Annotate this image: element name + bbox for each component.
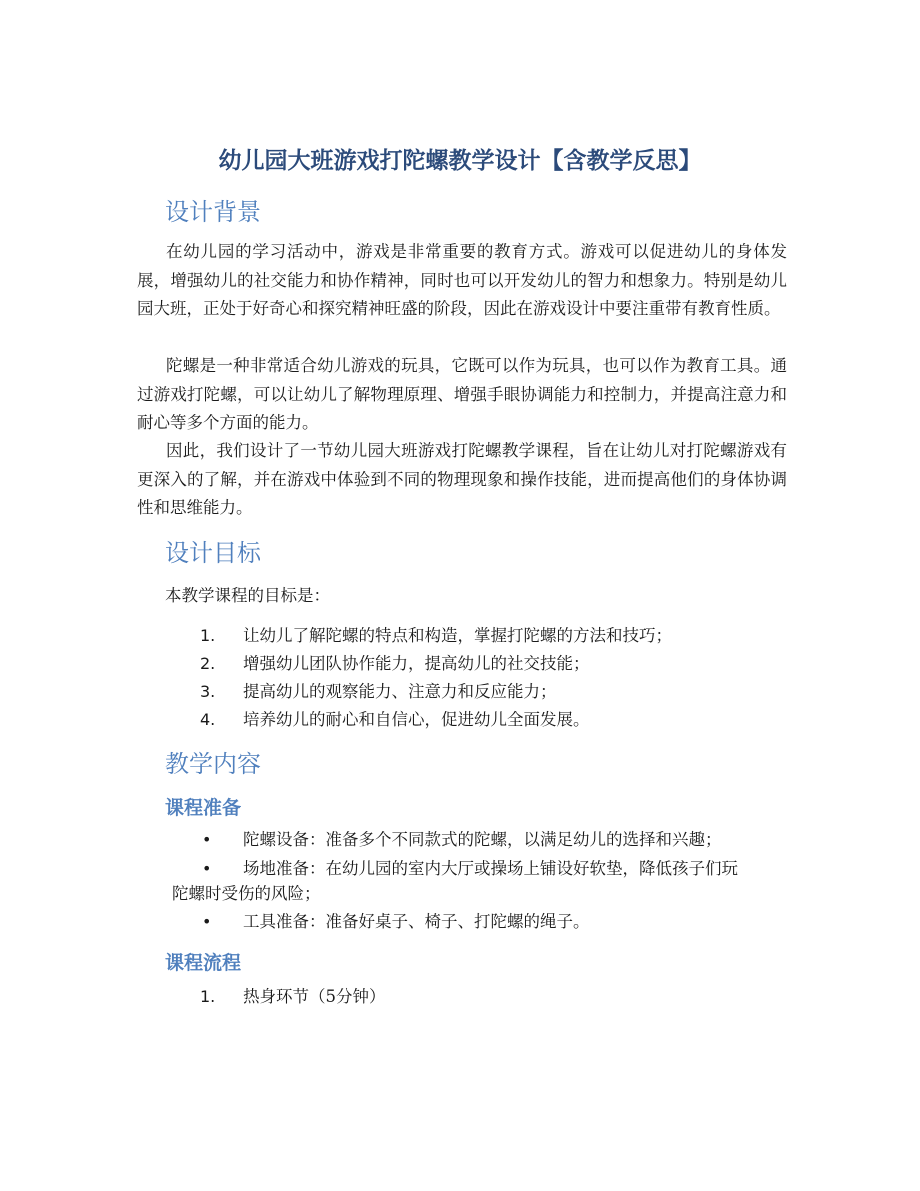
- goal-text: 提高幼儿的观察能力、注意力和反应能力；: [243, 682, 557, 701]
- background-paragraph-2: 陀螺是一种非常适合幼儿游戏的玩具，它既可以作为玩具，也可以作为教育工具。通过游戏打陀螺，可以让幼儿了解物理原理、增强手眼协调能力和控制力，并提高注意力和耐心等多个方面的能力。: [137, 356, 787, 432]
- goal-text: 增强幼儿团队协作能力，提高幼儿的社交技能；: [243, 654, 590, 673]
- prep-text-continued: 陀螺时受伤的风险；: [172, 884, 321, 903]
- bullet-icon: •: [202, 830, 212, 849]
- background-paragraph-1: 在幼儿园的学习活动中，游戏是非常重要的教育方式。游戏可以促进幼儿的身体发展，增强幼儿的社交能力和协作精神，同时也可以开发幼儿的智力和想象力。特别是幼儿园大班，正处于好奇心和探究精神旺盛的阶段，因此在游戏设计中要注重带有教育性质。: [137, 242, 787, 318]
- goal-text: 让幼儿了解陀螺的特点和构造，掌握打陀螺的方法和技巧；: [243, 626, 672, 645]
- list-number: 4.: [200, 710, 216, 729]
- list-number: 1.: [200, 626, 216, 645]
- prep-text: 场地准备：在幼儿园的室内大厅或操场上铺设好软垫，降低孩子们玩: [243, 859, 738, 878]
- flow-text: 热身环节（5分钟）: [243, 987, 386, 1006]
- subsection-heading-prep: 课程准备: [165, 797, 242, 819]
- section-heading-content: 教学内容: [165, 750, 261, 778]
- list-number: 3.: [200, 682, 216, 701]
- list-number: 1.: [200, 987, 216, 1006]
- list-number: 2.: [200, 654, 216, 673]
- goals-intro: 本教学课程的目标是：: [165, 586, 330, 605]
- section-heading-goals: 设计目标: [165, 539, 261, 567]
- subsection-heading-flow: 课程流程: [165, 952, 242, 974]
- prep-text: 工具准备：准备好桌子、椅子、打陀螺的绳子。: [243, 912, 590, 931]
- document-title: 幼儿园大班游戏打陀螺教学设计【含教学反思】: [218, 148, 702, 174]
- bullet-icon: •: [202, 859, 212, 878]
- goal-text: 培养幼儿的耐心和自信心，促进幼儿全面发展。: [243, 710, 590, 729]
- prep-text: 陀螺设备：准备多个不同款式的陀螺，以满足幼儿的选择和兴趣；: [243, 830, 722, 849]
- section-heading-background: 设计背景: [165, 198, 261, 226]
- background-paragraph-3: 因此，我们设计了一节幼儿园大班游戏打陀螺教学课程，旨在让幼儿对打陀螺游戏有更深入的了解，并在游戏中体验到不同的物理现象和操作技能，进而提高他们的身体协调性和思维能力。: [137, 441, 787, 517]
- bullet-icon: •: [202, 912, 212, 931]
